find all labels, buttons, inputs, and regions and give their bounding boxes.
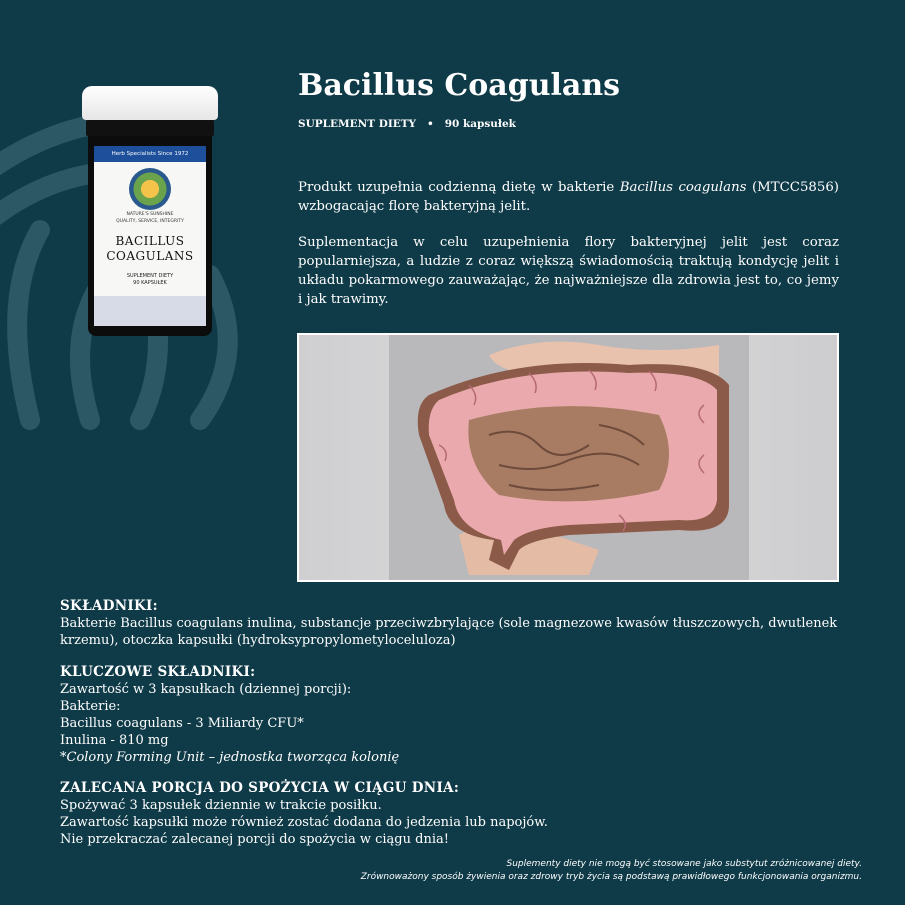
label-sub-line1: SUPLEMENT DIETY bbox=[126, 273, 174, 279]
description-p1-start: Produkt uzupełnia codzienną dietę w bakterie bbox=[298, 180, 620, 195]
dosage-section bbox=[60, 780, 860, 848]
label-bottom-band bbox=[94, 296, 206, 326]
description-p1-italic: Bacillus coagulans bbox=[619, 180, 747, 195]
key-ingredients-heading: KLUCZOWE SKŁADNIKI: bbox=[60, 664, 256, 680]
sun-logo-icon bbox=[129, 168, 171, 210]
ingredients-heading: SKŁADNIKI: bbox=[60, 598, 158, 614]
description-paragraph-2: Suplementacja w celu uzupełnienia flory bakteryjnej jelit jest coraz popularniejsza, a ludzie z coraz większą świadomością traktują kondycję jelit i układu pokarmowego zauważając, że najważniejsze dla zdrowia jest to, co jemy i jak trawimy. bbox=[298, 235, 839, 307]
label-name-line2: COAGULANS bbox=[106, 249, 194, 263]
label-subtitle bbox=[94, 273, 206, 287]
dosage-heading: ZALECANA PORCJA DO SPOŻYCIA W CIĄGU DNIA: bbox=[60, 780, 460, 796]
label-brand: NATURE'S SUNSHINE bbox=[126, 212, 174, 217]
product-subtitle bbox=[298, 118, 516, 130]
key-ingredients-line: Zawartość w 3 kapsułkach (dziennej porcji): bbox=[60, 682, 352, 697]
label-brand-motto: QUALITY, SERVICE, INTEGRITY bbox=[116, 219, 184, 224]
ingredients-text: Bakterie Bacillus coagulans inulina, substancje przeciwzbrylające (sole magnezowe kwasów tłuszczowych, dwutlenek krzemu), otoczka kapsułki (hydroksypropylometyloceluloza) bbox=[60, 616, 838, 648]
separator-dot: • bbox=[427, 118, 434, 130]
page-title: Bacillus Coagulans bbox=[298, 68, 621, 103]
disclaimer-line-1: Suplementy diety nie mogą być stosowane jako substytut zróżnicowanej diety. bbox=[506, 859, 862, 869]
intestine-illustration bbox=[299, 335, 837, 580]
label-tagline: Herb Specialists Since 1972 bbox=[94, 146, 206, 162]
label-product-name bbox=[94, 234, 206, 264]
dosage-line: Spożywać 3 kapsułek dziennie w trakcie posiłku. bbox=[60, 798, 382, 813]
dosage-line: Nie przekraczać zalecanej porcji do spożycia w ciągu dnia! bbox=[60, 832, 449, 847]
dosage-line: Zawartość kapsułki może również zostać dodana do jedzenia lub napojów. bbox=[60, 815, 548, 830]
description-paragraph-1 bbox=[298, 178, 839, 216]
bottle-ring bbox=[86, 120, 214, 136]
disclaimer-line-2: Zrównoważony sposób żywienia oraz zdrowy tryb życia są podstawą prawidłowego funkcjonowania organizmu. bbox=[360, 872, 862, 882]
disclaimer-footer bbox=[361, 858, 862, 884]
product-bottle-image bbox=[82, 86, 218, 356]
cfu-footnote: *Colony Forming Unit – jednostka tworząca kolonię bbox=[60, 750, 400, 765]
key-ingredients-line: Bakterie: bbox=[60, 699, 121, 714]
label-name-line1: BACILLUS bbox=[115, 234, 185, 248]
key-ingredients-line: Bacillus coagulans - 3 Miliardy CFU* bbox=[60, 716, 304, 731]
bottle-cap bbox=[82, 86, 218, 120]
description-p1-end: (MTCC5856) wzbogacając florę bakteryjną jelit. bbox=[298, 180, 839, 214]
key-ingredients-line: Inulina - 810 mg bbox=[60, 733, 169, 748]
product-quantity: 90 kapsułek bbox=[444, 118, 516, 130]
key-ingredients-section bbox=[60, 664, 860, 766]
ingredients-section bbox=[60, 598, 860, 649]
product-category: SUPLEMENT DIETY bbox=[298, 118, 417, 130]
label-sub-line2: 90 KAPSUŁEK bbox=[133, 280, 167, 286]
bottle-label bbox=[94, 146, 206, 326]
intestine-photo bbox=[297, 333, 839, 582]
